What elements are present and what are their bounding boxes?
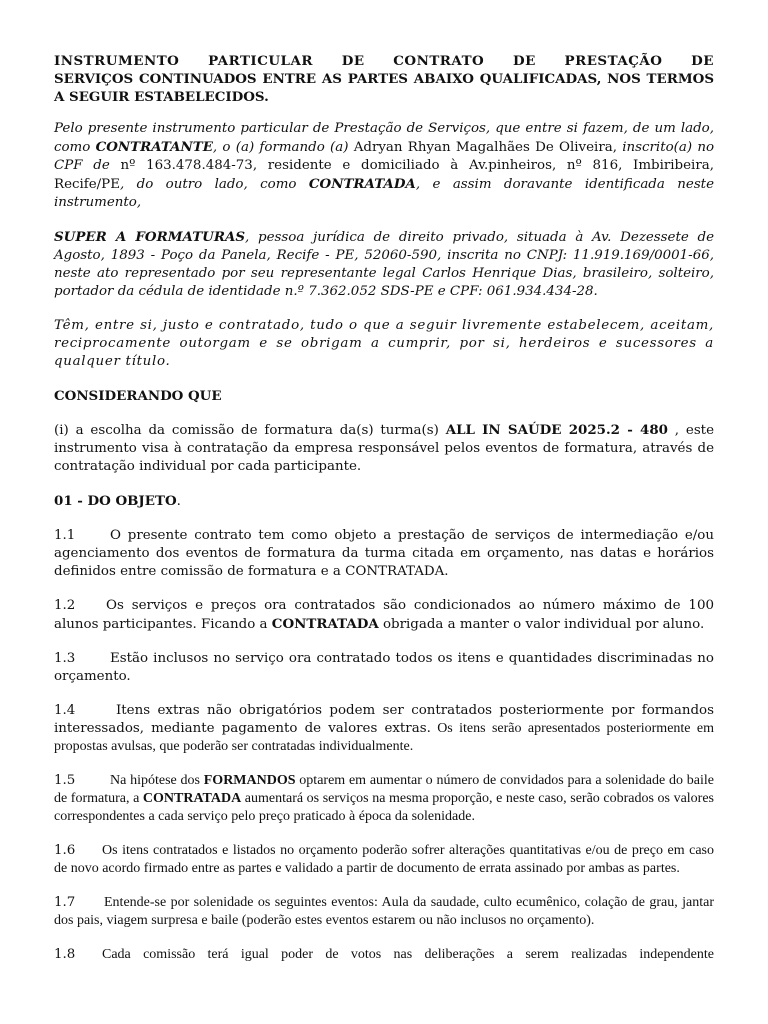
company-paragraph xyxy=(54,228,714,301)
clause-1-5 xyxy=(54,772,714,826)
clause-number: 1.1 xyxy=(54,528,76,543)
formando-address: nº 163.478.484-73, residente e domiciliado à Av.pinheiros, nº 816, Imbiribeira, Recife/PE xyxy=(54,158,714,192)
agreement-paragraph: Têm, entre si, justo e contratado, tudo o que a seguir livremente estabelecem, aceitam, reciprocamente outorgam e se obrigam a cumprir, por si, herdeiros e sucessores a qualquer título. xyxy=(54,318,714,369)
clause-1-3 xyxy=(54,650,714,686)
company-details: , pessoa jurídica de direito privado, situada à Av. Dezessete de Agosto, 1893 - Poço da Panela, Recife - PE, 52060-590, inscrita no CNPJ: 11.919.169/0001-66, neste ato representado por seu representante legal Carlos Henrique Dias, brasileiro, solteiro, portador da cédula de identidade n.º 7.362.052 SDS-PE e CPF: 061.934.434-28. xyxy=(54,230,715,299)
clause-text-b: optarem em aumentar o número de convidados para a solenidade do baile de formatura, a xyxy=(54,773,714,806)
clause-bold-2: CONTRATADA xyxy=(142,791,242,806)
clause-1-1 xyxy=(54,527,714,581)
clause-1-7 xyxy=(54,894,714,930)
clause-text-a: Os serviços e preços ora contratados são condicionados ao número máximo de 100 alunos participantes. Ficando a xyxy=(54,598,714,632)
clause-text: Cada comissão terá igual poder de votos nas deliberações a serem realizadas independente xyxy=(102,947,714,962)
document-title xyxy=(54,52,714,106)
title-line-1: INSTRUMENTO PARTICULAR DE CONTRATO DE PRESTAÇÃO DE xyxy=(54,53,714,69)
clause-text: Os itens contratados e listados no orçamento poderão sofrer alterações quantitativas e/ou de preço em caso de novo acordo firmado entre as partes e validado a partir de documento de errata assinado por ambas as partes. xyxy=(54,843,714,876)
intro-text-f: , e assim doravante identificada neste instrumento, xyxy=(54,177,714,210)
considerando-text-b: , este instrumento visa à contratação da empresa responsável pelos eventos de formatura, através de contratação individual por cada participante. xyxy=(54,423,714,474)
clause-bold: CONTRATADA xyxy=(271,616,379,632)
clause-1-2 xyxy=(54,597,714,634)
clause-1-8 xyxy=(54,946,714,964)
objeto-heading xyxy=(54,492,714,511)
title-line-rest: SERVIÇOS CONTINUADOS ENTRE AS PARTES ABAIXO QUALIFICADAS, NOS TERMOS A SEGUIR ESTABELECIDOS. xyxy=(54,71,714,105)
objeto-heading-suffix: . xyxy=(176,494,181,509)
clause-1-4 xyxy=(54,702,714,756)
objeto-heading-text: 01 - DO OBJETO xyxy=(54,493,177,509)
clause-text: Estão inclusos no serviço ora contratado todos os itens e quantidades discriminadas no orçamento. xyxy=(54,651,714,684)
clause-text-c: aumentará os serviços na mesma proporção, e neste caso, serão cobrados os valores correspondentes a cada serviço pelo preço praticado à época da solenidade. xyxy=(54,791,714,824)
company-name: SUPER A FORMATURAS xyxy=(54,229,246,245)
clause-bold-1: FORMANDOS xyxy=(203,773,296,788)
intro-text-b: , o (a) formando (a) xyxy=(212,140,354,155)
clause-number: 1.4 xyxy=(54,703,76,718)
clause-text-b: Os itens serão apresentados posteriormente em propostas avulsas, que poderão ser contratadas individualmente. xyxy=(54,721,714,754)
clause-number: 1.3 xyxy=(54,651,76,666)
clause-number: 1.6 xyxy=(54,843,76,858)
clause-text: Entende-se por solenidade os seguintes eventos: Aula da saudade, culto ecumênico, colação de grau, jantar dos pais, viagem surpresa e baile (poderão estes eventos estarem ou não inclusos no orçamento). xyxy=(54,895,714,928)
contratante-label: CONTRATANTE xyxy=(95,139,213,155)
considerando-paragraph xyxy=(54,421,714,476)
clause-text-a: Itens extras não obrigatórios podem ser contratados posteriormente por formandos interessados, mediante pagamento de valores extras. xyxy=(54,703,714,736)
formando-name: Adryan Rhyan Magalhães De Oliveira, xyxy=(353,140,623,155)
clause-number: 1.2 xyxy=(54,598,76,613)
clause-number: 1.7 xyxy=(54,895,76,910)
considerando-text-a: (i) a escolha da comissão de formatura da(s) turma(s) xyxy=(54,423,446,438)
clause-1-6 xyxy=(54,842,714,878)
clause-text-b: obrigada a manter o valor individual por aluno. xyxy=(378,617,705,632)
clause-text: O presente contrato tem como objeto a prestação de serviços de intermediação e/ou agenciamento dos eventos de formatura da turma citada em orçamento, nas datas e horários definidos entre comissão de formatura e a CONTRATADA. xyxy=(54,528,714,579)
clause-number: 1.5 xyxy=(54,773,76,788)
intro-text-c: inscrito(a) no CPF de xyxy=(54,140,715,173)
clause-number: 1.8 xyxy=(54,947,76,962)
intro-parties-paragraph xyxy=(54,120,714,212)
contratada-label: CONTRATADA xyxy=(308,176,416,192)
considerando-heading: CONSIDERANDO QUE xyxy=(54,388,222,404)
intro-text-e: , do outro lado, como xyxy=(119,177,309,192)
turma-name: ALL IN SAÚDE 2025.2 - 480 xyxy=(445,422,668,438)
clause-text-a: Na hipótese dos xyxy=(110,773,204,788)
intro-text-a: Pelo presente instrumento particular de Prestação de Serviços, que entre si fazem, de um lado, como xyxy=(54,121,714,155)
